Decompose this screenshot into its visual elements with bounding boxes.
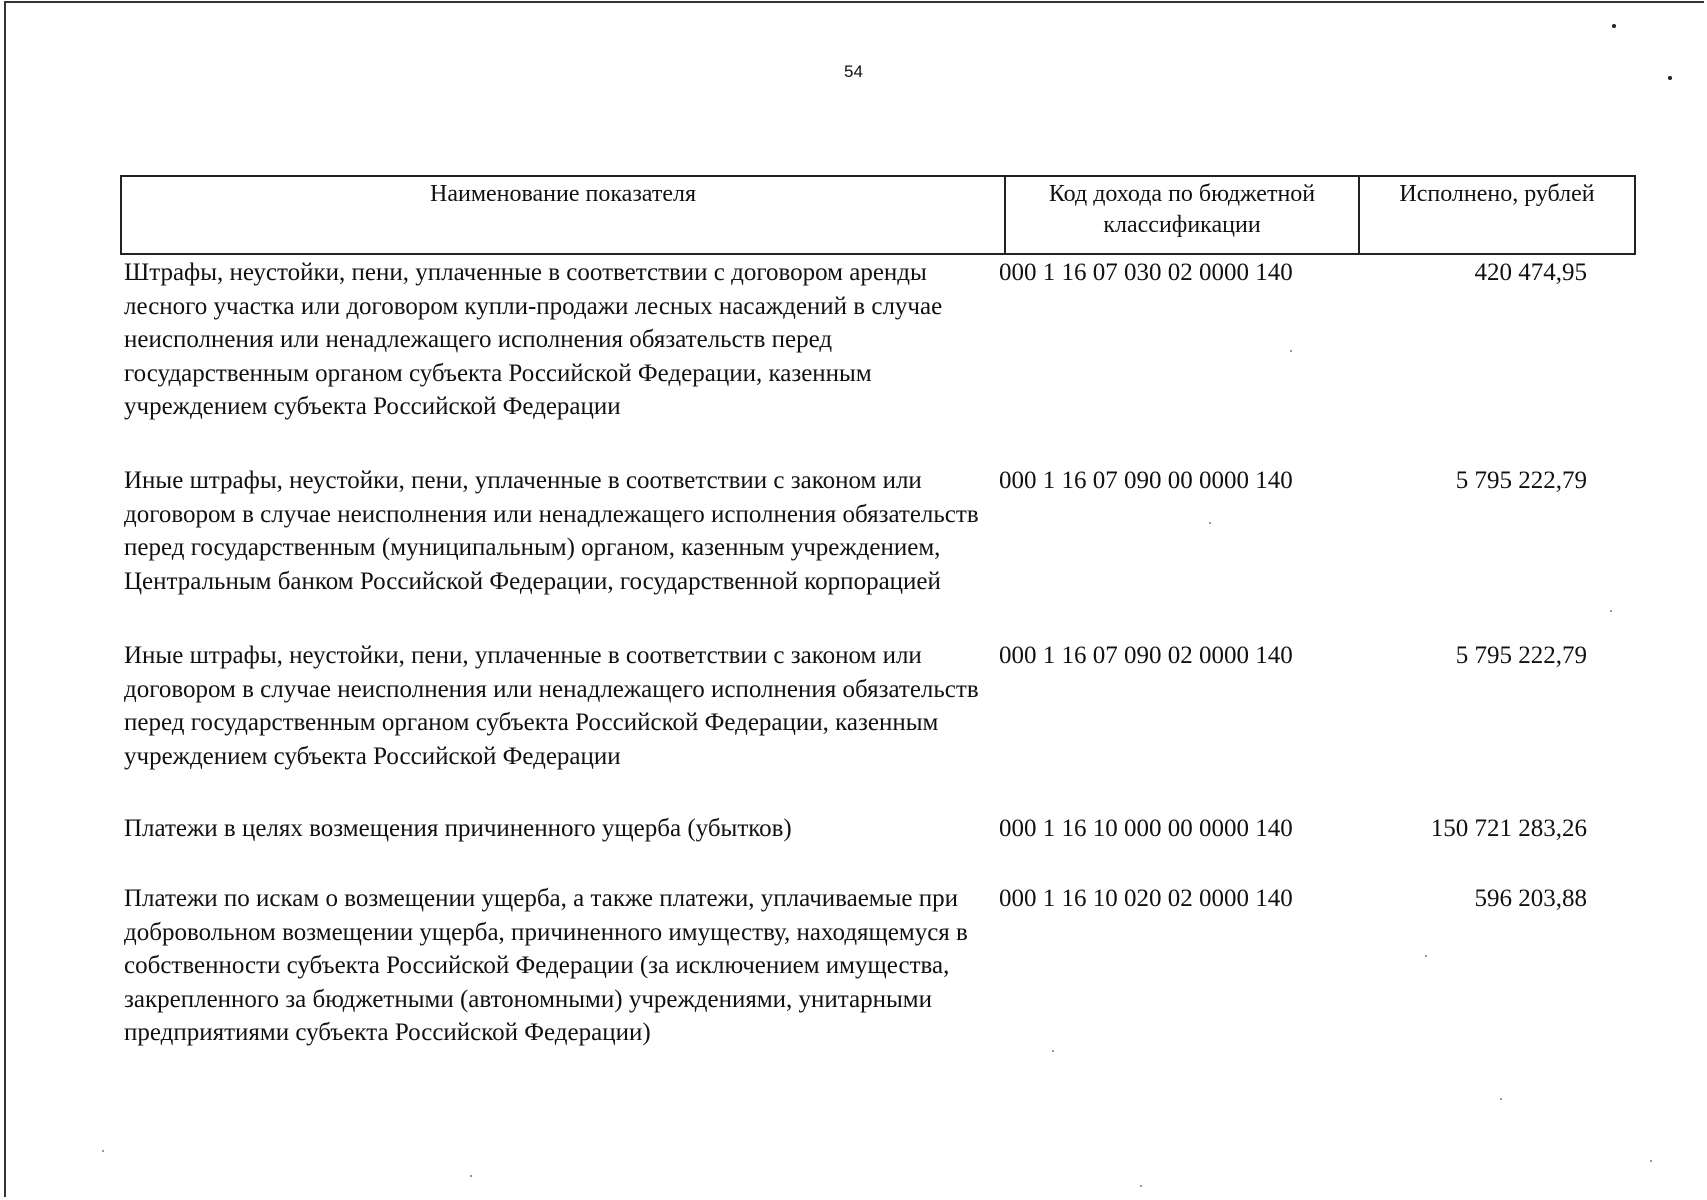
row-code: 000 1 16 10 000 00 0000 140	[999, 815, 1293, 842]
page-number: 54	[844, 62, 863, 81]
scan-speck	[1650, 1160, 1652, 1162]
row-amount: 420 474,95	[1474, 259, 1587, 286]
scan-speck	[470, 1175, 472, 1177]
row-code: 000 1 16 07 090 02 0000 140	[999, 642, 1293, 669]
scan-speck	[1052, 1050, 1054, 1052]
row-name: Иные штрафы, неустойки, пени, уплаченные в соответствии с законом или договором в случае неисполнения или ненадлежащего исполнения обязательств перед государственным (муниципальным) органом, казенным учреждением, Центральным банком Российской Федерации, государственной корпорацией	[124, 467, 979, 595]
row-amount: 5 795 222,79	[1455, 467, 1587, 494]
row-name: Иные штрафы, неустойки, пени, уплаченные в соответствии с законом или договором в случае неисполнения или ненадлежащего исполнения обязательств перед государственным органом субъекта Российской Федерации, казенным учреждением субъекта Российской Федерации	[124, 642, 979, 770]
row-amount: 150 721 283,26	[1430, 815, 1587, 842]
row-name: Платежи по искам о возмещении ущерба, а также платежи, уплачиваемые при добровольном возмещении ущерба, причиненного имуществу, находящемуся в собственности субъекта Российской Федерации (за исключением имущества, закрепленного за бюджетными (автономными) учреждениями, унитарными предприятиями субъекта Российской Федерации)	[124, 885, 968, 1046]
row-code: 000 1 16 07 030 02 0000 140	[999, 259, 1293, 286]
scan-speck	[102, 1150, 104, 1152]
row-name: Штрафы, неустойки, пени, уплаченные в соответствии с договором аренды лесного участка или договором купли-продажи лесных насаждений в случае неисполнения или ненадлежащего исполнения обязательств перед государственным органом субъекта Российской Федерации, казенным учреждением субъекта Российской Федерации	[124, 259, 943, 420]
table-header	[120, 175, 1636, 255]
scan-speck	[1500, 1098, 1502, 1100]
scan-speck	[1290, 350, 1292, 352]
column-header-code: Код дохода по бюджетной классификации	[1005, 176, 1359, 254]
scan-speck	[1610, 610, 1612, 612]
row-code: 000 1 16 10 020 02 0000 140	[999, 885, 1293, 912]
row-code: 000 1 16 07 090 00 0000 140	[999, 467, 1293, 494]
scan-speck	[1425, 955, 1427, 957]
scan-mark	[1612, 24, 1616, 28]
row-amount: 596 203,88	[1474, 885, 1587, 912]
row-amount: 5 795 222,79	[1455, 642, 1587, 669]
scan-speck	[1209, 522, 1211, 524]
column-header-amount: Исполнено, рублей	[1359, 176, 1635, 254]
column-header-name: Наименование показателя	[121, 176, 1005, 254]
scan-mark	[1668, 76, 1672, 80]
row-name: Платежи в целях возмещения причиненного ущерба (убытков)	[124, 815, 792, 842]
scan-speck	[1140, 1185, 1142, 1187]
